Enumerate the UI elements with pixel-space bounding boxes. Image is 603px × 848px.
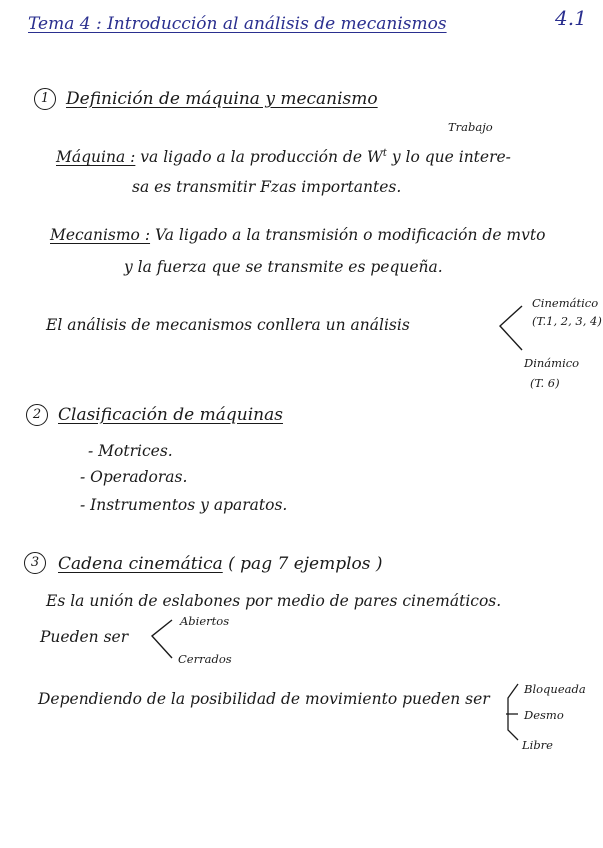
maquina-line-2: sa es transmitir Fzas importantes. [132,178,402,196]
clasificacion-item: - Instrumentos y aparatos. [80,496,288,514]
option-desmo: Desmo [524,708,564,722]
section-3-heading-line [58,554,383,574]
pueden-ser-label: Pueden ser [40,628,129,646]
pueden-option-abiertos: Abiertos [180,614,230,628]
section-1-heading: Definición de máquina y mecanismo [66,89,378,109]
maquina-term: Máquina : [56,148,136,167]
maquina-line-1-text: va ligado a la producción de W [140,148,383,167]
pueden-ser-brace [146,616,176,662]
branch-dinamico-ref: (T. 6) [530,376,560,390]
maquina-line-1 [56,148,511,166]
analisis-line: El análisis de mecanismos conllera un análisis [46,316,410,334]
option-bloqueada: Bloqueada [524,682,586,696]
branch-dinamico: Dinámico [524,356,580,370]
section-3-number: 3 [24,552,46,574]
section-2-number: 2 [26,404,48,426]
clasificacion-item: - Motrices. [88,442,173,460]
maquina-line-1-end: y lo que intere- [391,148,511,167]
mecanismo-line-1 [50,226,545,244]
section-3-heading-note: ( pag 7 ejemplos ) [228,554,383,574]
mecanismo-line-2: y la fuerza que se transmite es pequeña. [124,258,443,276]
page-title: Tema 4 : Introducción al análisis de mecanismos [28,14,447,34]
analisis-branch-brace [496,300,526,356]
mecanismo-line-1-text: Va ligado a la transmisión o modificación de mvto [154,226,546,244]
dependiendo-brace [500,678,522,744]
w-superscript: t [382,148,387,159]
branch-cinematico: Cinemático [532,296,599,310]
cadena-definition: Es la unión de eslabones por medio de pares cinemáticos. [46,592,502,610]
clasificacion-item: - Operadoras. [80,468,188,486]
pueden-option-cerrados: Cerrados [178,652,232,666]
branch-cinematico-ref: (T.1, 2, 3, 4) [532,314,602,328]
mecanismo-term: Mecanismo : [50,226,151,244]
trabajo-note: Trabajo [448,120,493,134]
dependiendo-line: Dependiendo de la posibilidad de movimiento pueden ser [38,690,490,708]
section-3-heading: Cadena cinemática [58,554,223,574]
section-2-heading: Clasificación de máquinas [58,405,283,425]
page-number: 4.1 [555,6,587,30]
option-libre: Libre [522,738,553,752]
section-1-number: 1 [34,88,56,110]
